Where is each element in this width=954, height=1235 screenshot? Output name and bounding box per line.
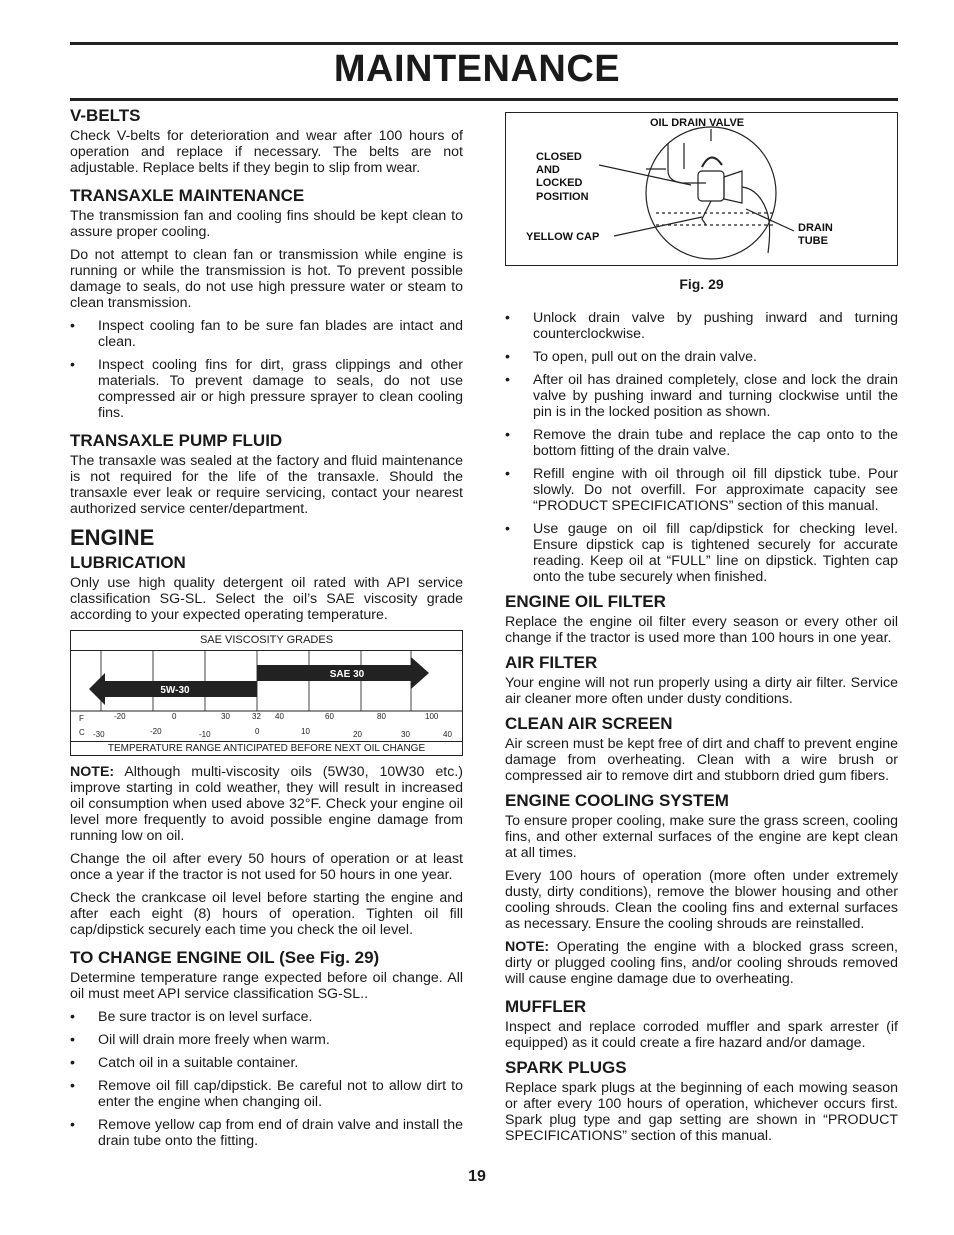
note-label: NOTE: (70, 764, 115, 780)
rotation-arrow (702, 157, 722, 167)
air-screen-text: Air screen must be kept free of dirt and chaff to prevent engine damage from overheating. Clean with a wire brush or compressed air to remove dirt and stubborn dried gum fibers. (505, 736, 898, 784)
label-tube: TUBE (798, 235, 828, 247)
spark-plugs-heading: SPARK PLUGS (505, 1058, 627, 1077)
sae30-label: SAE 30 (329, 669, 365, 680)
air-filter-text: Your engine will not run properly using a dirty air filter. Service air cleaner more often under dusty conditions. (505, 675, 898, 707)
to-change-heading: TO CHANGE ENGINE OIL (See Fig. 29) (70, 948, 380, 967)
label-locked: LOCKED (536, 177, 583, 189)
list-item: • Oil will drain more freely when warm. (70, 1032, 463, 1048)
transaxle-pump-heading: TRANSAXLE PUMP FLUID (70, 431, 283, 450)
viscosity-chart-graphic (71, 651, 462, 741)
note-label: NOTE: (505, 939, 550, 955)
page-number: 19 (468, 1168, 486, 1185)
c-tick: 40 (443, 730, 452, 739)
list-item: • Inspect cooling fan to be sure fan blades are intact and clean. (70, 318, 463, 350)
c-axis-label: C (79, 728, 85, 737)
leader-line (614, 217, 702, 236)
note-text: Operating the engine with a blocked grass screen, dirty or plugged cooling fins, and/or cooling shrouds removed will cause engine damage due to overheating. (505, 939, 898, 987)
label-yellow-cap: YELLOW CAP (526, 231, 600, 243)
air-filter-heading: AIR FILTER (505, 653, 598, 672)
top-rule (70, 42, 898, 45)
oil-drain-valve-illustration (506, 113, 897, 265)
change-oil-text: Change the oil after every 50 hours of operation or at least once a year if the tractor is not used for 50 hours in one year. (70, 851, 463, 883)
figure-29 (505, 112, 898, 266)
c-tick: 10 (301, 727, 310, 736)
list-item: • Use gauge on oil fill cap/dipstick for checking level. Ensure dipstick cap is tightened securely for accurate reading. Keep oil at “FULL” line on dipstick. Tighten cap onto the tube securely when finished. (505, 521, 898, 585)
list-item: • Unlock drain valve by pushing inward and turning counterclockwise. (505, 310, 898, 342)
cooling-p1: To ensure proper cooling, make sure the grass screen, cooling fins, and other external surfaces of the engine are kept clean at all times. (505, 813, 898, 861)
to-change-list (70, 1009, 463, 1149)
viscosity-chart-footer: TEMPERATURE RANGE ANTICIPATED BEFORE NEXT OIL CHANGE (71, 741, 462, 755)
transaxle-maintenance-list (70, 318, 463, 421)
label-closed: CLOSED (536, 151, 582, 163)
f-tick: 32 (252, 712, 261, 721)
valve-pipe (668, 143, 706, 183)
left-column (70, 106, 463, 1156)
transaxle-maintenance-p2: Do not attempt to clean fan or transmission while engine is running or while the transmission is hot. To prevent possible damage to seals, do not use high pressure water or steam to clean transmission. (70, 247, 463, 311)
list-item: • Be sure tractor is on level surface. (70, 1009, 463, 1025)
oil-filter-heading: ENGINE OIL FILTER (505, 592, 666, 611)
right-column (505, 112, 898, 1151)
f-tick: 80 (377, 712, 386, 721)
label-drain: DRAIN (798, 222, 833, 234)
c-tick: 0 (255, 727, 260, 736)
f-tick: 40 (275, 712, 284, 721)
to-change-text: Determine temperature range expected before oil change. All oil must meet API service classification SG-SL.. (70, 970, 463, 1002)
cooling-note (505, 939, 898, 987)
detail-circle (646, 127, 776, 259)
valve-body (698, 171, 724, 201)
drain-tube (742, 187, 770, 253)
label-position: POSITION (536, 191, 589, 203)
air-screen-heading: CLEAN AIR SCREEN (505, 714, 673, 733)
f-tick: 30 (221, 712, 230, 721)
transaxle-maintenance-p1: The transmission fan and cooling fins should be kept clean to assure proper cooling. (70, 208, 463, 240)
list-item: • Catch oil in a suitable container. (70, 1055, 463, 1071)
cooling-p2: Every 100 hours of operation (more often under extremely dusty, dirty conditions), remove the blower housing and other cooling shrouds. Clean the cooling fins and external surfaces as necessary. Ensure the cooling shrouds are reinstalled. (505, 868, 898, 932)
muffler-text: Inspect and replace corroded muffler and spark arrester (if equipped) as it could create a fire hazard and/or damage. (505, 1019, 898, 1051)
lubrication-text: Only use high quality detergent oil rated with API service classification SG-SL. Select the oil’s SAE viscosity grade according to your expected operating temperature. (70, 575, 463, 623)
vbelts-text: Check V-belts for deterioration and wear after 100 hours of operation and replace if necessary. The belts are not adjustable. Replace belts if they begin to slip from wear. (70, 128, 463, 176)
list-item: • To open, pull out on the drain valve. (505, 349, 898, 365)
list-item: • Remove yellow cap from end of drain valve and install the drain tube onto the fitting. (70, 1117, 463, 1149)
list-item: • Inspect cooling fins for dirt, grass clippings and other materials. To prevent damage to seals, do not use compressed air or high pressure sprayer to clean cooling fins. (70, 357, 463, 421)
c-tick: -30 (93, 730, 105, 739)
note-multi-viscosity (70, 764, 463, 844)
check-oil-text: Check the crankcase oil level before starting the engine and after each eight (8) hours of operation. Tighten oil fill cap/dipstick securely each time you check the oil level. (70, 890, 463, 938)
f-tick: 100 (425, 712, 439, 721)
list-item: • Remove the drain tube and replace the cap onto to the bottom fitting of the drain valve. (505, 427, 898, 459)
list-item: • After oil has drained completely, close and lock the drain valve by pushing inward and turning clockwise until the pin is in the locked position as shown. (505, 372, 898, 420)
figure-caption: Fig. 29 (679, 276, 724, 292)
oil-filter-text: Replace the engine oil filter every season or every other oil change if the tractor is used more than 100 hours in one year. (505, 614, 898, 646)
transaxle-pump-text: The transaxle was sealed at the factory and fluid maintenance is not required for the life of the transaxle. Should the transaxle ever leak or require servicing, contact your nearest authorized service center/department. (70, 453, 463, 517)
transaxle-maintenance-heading: TRANSAXLE MAINTENANCE (70, 186, 305, 205)
label-and: AND (536, 164, 560, 176)
f-axis-label: F (79, 714, 84, 723)
valve-fitting (724, 171, 742, 203)
c-tick: 30 (401, 730, 410, 739)
f-tick: 0 (172, 712, 177, 721)
title-underline (70, 98, 898, 101)
label-oil-drain-valve: OIL DRAIN VALVE (650, 117, 745, 129)
drain-steps-list (505, 310, 898, 585)
spark-plugs-text: Replace spark plugs at the beginning of each mowing season or after every 100 hours of operation, whichever occurs first. Spark plug type and gap setting are shown in “PRODUCT SPECIFICATIONS” section of this manual. (505, 1080, 898, 1144)
lubrication-heading: LUBRICATION (70, 553, 186, 572)
cooling-heading: ENGINE COOLING SYSTEM (505, 791, 729, 810)
f-tick: 60 (325, 712, 334, 721)
note-text: Although multi-viscosity oils (5W30, 10W30 etc.) improve starting in cold weather, they will result in increased oil consumption when used above 32°F. Check your engine oil level more frequently to avoid possible engine damage from running low on oil. (70, 764, 463, 844)
c-tick: -20 (150, 727, 162, 736)
list-item: • Refill engine with oil through oil fill dipstick tube. Pour slowly. Do not overfill. For approximate capacity see “PRODUCT SPECIFICATIONS” section of this manual. (505, 466, 898, 514)
muffler-heading: MUFFLER (505, 997, 587, 1016)
vbelts-heading: V-BELTS (70, 106, 141, 125)
5w30-label: 5W-30 (160, 685, 190, 696)
page-title: MAINTENANCE (333, 48, 621, 90)
f-tick: -20 (114, 712, 126, 721)
viscosity-chart (70, 630, 463, 756)
viscosity-chart-header: SAE VISCOSITY GRADES (71, 631, 462, 651)
c-tick: 20 (353, 730, 362, 739)
c-tick: -10 (199, 730, 211, 739)
engine-heading: ENGINE (70, 525, 155, 550)
list-item: • Remove oil fill cap/dipstick. Be careful not to allow dirt to enter the engine when changing oil. (70, 1078, 463, 1110)
